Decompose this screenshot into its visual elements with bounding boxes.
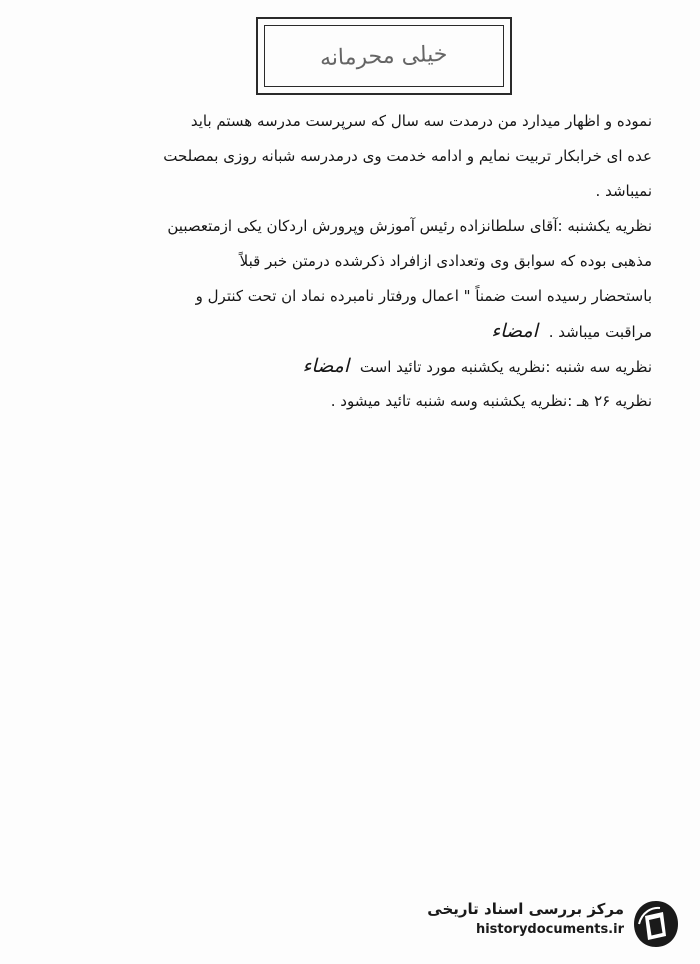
logo-text-block <box>427 900 624 937</box>
handwritten-signature-2: امضاء <box>302 355 350 377</box>
body-line-6: باستحضار رسیده است ضمناً " اعمال ورفتار نامبرده نماد ان تحت کنترل و <box>195 287 652 305</box>
history-documents-logo-icon <box>630 898 682 950</box>
body-line-2: عده ای خرابکار تربیت نمایم و ادامه خدمت وی درمدرسه شبانه روزی بمصلحت <box>163 147 652 165</box>
body-line-9: نظریه ۲۶ هـ :نظریه یکشنبه وسه شنبه تائید میشود . <box>330 392 652 410</box>
body-line-7-text: مراقبت میباشد . <box>548 323 652 341</box>
body-line-3: نمیباشد . <box>595 182 652 200</box>
body-line-8 <box>40 349 652 384</box>
archive-watermark-logo <box>414 900 686 950</box>
logo-website: historydocuments.ir <box>475 922 624 937</box>
body-line-7 <box>40 314 652 349</box>
handwritten-signature-1: امضاء <box>491 320 538 342</box>
classification-stamp <box>256 17 512 95</box>
document-body <box>40 104 652 419</box>
body-line-4: نظریه یکشنبه :آقای سلطانزاده رئیس آموزش وپرورش اردکان یکی ازمتعصبین <box>167 217 652 235</box>
classification-stamp-text: خیلی محرمانه <box>319 41 449 71</box>
body-line-8-text: نظریه سه شنبه :نظریه یکشنبه مورد تائید است <box>359 358 652 376</box>
body-line-1: نموده و اظهار میدارد من درمدت سه سال که سرپرست مدرسه هستم باید <box>190 112 652 130</box>
logo-organization-name: مرکز بررسی اسناد تاریخی <box>427 900 624 918</box>
classification-stamp-inner-border <box>264 25 504 87</box>
body-line-5: مذهبی بوده که سوابق وی وتعدادی ازافراد ذکرشده درمتن خبر قبلاً <box>239 252 652 270</box>
